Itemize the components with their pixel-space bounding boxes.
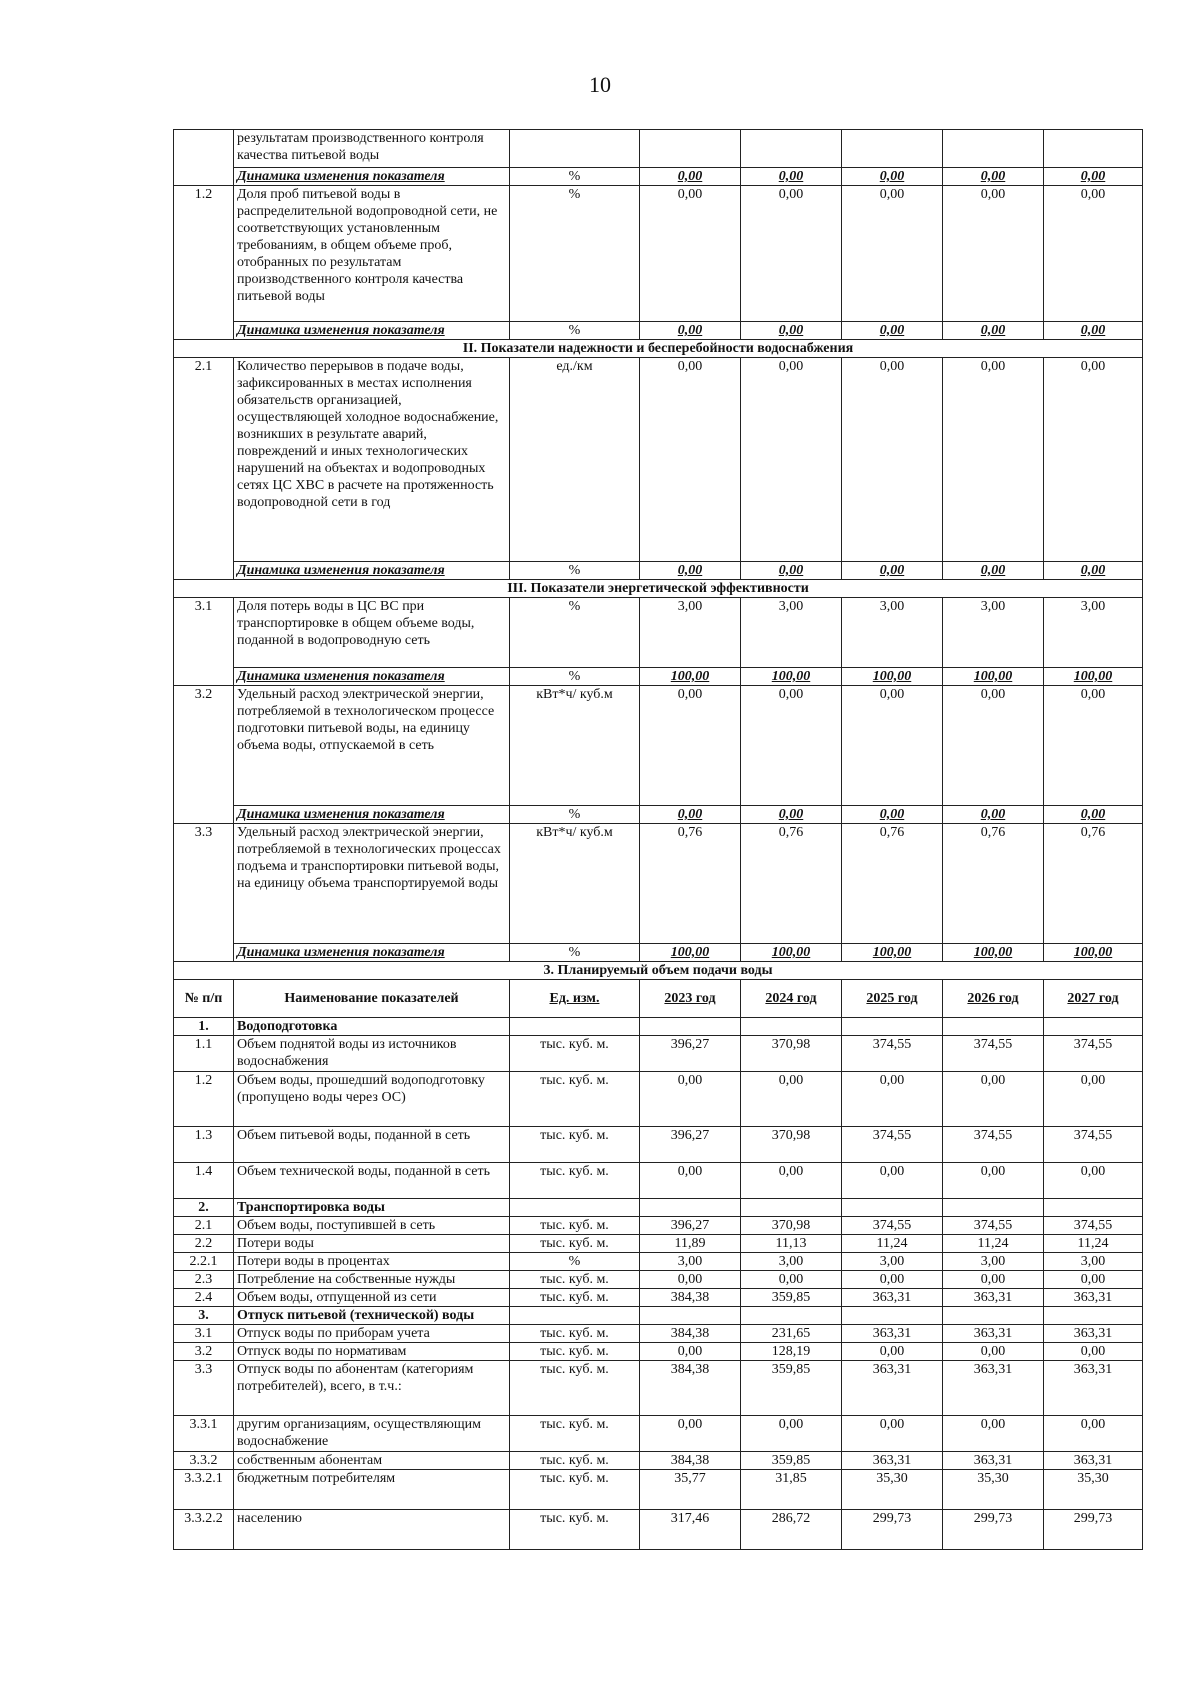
value-cell: 11,13 bbox=[741, 1235, 842, 1253]
value-cell: 363,31 bbox=[1044, 1325, 1143, 1343]
indicator-name: населению bbox=[234, 1510, 510, 1550]
header-year: 2023 год bbox=[640, 980, 741, 1018]
value-cell: 374,55 bbox=[842, 1217, 943, 1235]
value-cell: 0,00 bbox=[741, 1163, 842, 1199]
value-cell: 0,00 bbox=[640, 562, 741, 580]
dynamics-label: Динамика изменения показателя bbox=[234, 322, 510, 340]
value-cell: 100,00 bbox=[741, 944, 842, 962]
value-cell: 11,24 bbox=[943, 1235, 1044, 1253]
indicator-name: Удельный расход электрической энергии, потребляемой в технологических процессах подъема и транспортировки питьевой воды, на единицу объема транспортируемой воды bbox=[234, 824, 510, 944]
value-cell: 3,00 bbox=[842, 598, 943, 668]
row-number: 3.2 bbox=[174, 1343, 234, 1361]
unit-cell: % bbox=[510, 168, 640, 186]
value-cell: 374,55 bbox=[1044, 1036, 1143, 1072]
dynamics-row bbox=[174, 562, 1143, 580]
unit-cell: % bbox=[510, 1253, 640, 1271]
value-cell: 11,24 bbox=[842, 1235, 943, 1253]
row-number: 2. bbox=[174, 1199, 234, 1217]
dynamics-row bbox=[174, 944, 1143, 962]
section-heading-row bbox=[174, 962, 1143, 980]
value-cell: 3,00 bbox=[1044, 598, 1143, 668]
value-cell: 0,00 bbox=[842, 1416, 943, 1452]
unit-cell: кВт*ч/ куб.м bbox=[510, 686, 640, 806]
value-cell: 363,31 bbox=[943, 1289, 1044, 1307]
value-cell: 363,31 bbox=[1044, 1289, 1143, 1307]
value-cell: 0,76 bbox=[842, 824, 943, 944]
value-cell: 0,00 bbox=[842, 1343, 943, 1361]
value-cell: 363,31 bbox=[943, 1452, 1044, 1470]
row-number: 3.2 bbox=[174, 686, 234, 824]
value-cell: 0,00 bbox=[741, 1271, 842, 1289]
value-cell: 384,38 bbox=[640, 1361, 741, 1416]
value-cell: 374,55 bbox=[943, 1036, 1044, 1072]
value-cell: 35,77 bbox=[640, 1470, 741, 1510]
value-cell: 231,65 bbox=[741, 1325, 842, 1343]
row-number: 1.3 bbox=[174, 1127, 234, 1163]
value-cell: 0,00 bbox=[1044, 322, 1143, 340]
value-cell: 0,00 bbox=[842, 358, 943, 562]
table-row bbox=[174, 186, 1143, 322]
value-cell: 0,00 bbox=[1044, 806, 1143, 824]
value-cell: 0,00 bbox=[1044, 168, 1143, 186]
value-cell: 0,76 bbox=[741, 824, 842, 944]
value-cell: 11,89 bbox=[640, 1235, 741, 1253]
unit-cell: % bbox=[510, 598, 640, 668]
value-cell: 35,30 bbox=[1044, 1470, 1143, 1510]
value-cell: 100,00 bbox=[1044, 944, 1143, 962]
row-number: 3.3 bbox=[174, 1361, 234, 1416]
value-cell: 100,00 bbox=[943, 668, 1044, 686]
value-cell: 3,00 bbox=[741, 1253, 842, 1271]
value-cell: 100,00 bbox=[842, 668, 943, 686]
value-cell: 0,00 bbox=[640, 686, 741, 806]
indicator-name: Объем воды, отпущенной из сети bbox=[234, 1289, 510, 1307]
row-number: 3.3.2 bbox=[174, 1452, 234, 1470]
dynamics-row bbox=[174, 668, 1143, 686]
value-cell: 100,00 bbox=[741, 668, 842, 686]
indicator-name: Объем технической воды, поданной в сеть bbox=[234, 1163, 510, 1199]
section-heading: 3. Планируемый объем подачи воды bbox=[174, 962, 1143, 980]
value-cell: 0,00 bbox=[943, 1072, 1044, 1127]
unit-cell: тыс. куб. м. bbox=[510, 1217, 640, 1235]
value-cell: 0,00 bbox=[1044, 1271, 1143, 1289]
indicator-name: результатам производственного контроля качества питьевой воды bbox=[234, 130, 510, 168]
unit-cell: тыс. куб. м. bbox=[510, 1470, 640, 1510]
group-row bbox=[174, 1018, 1143, 1036]
unit-cell: тыс. куб. м. bbox=[510, 1289, 640, 1307]
dynamics-row bbox=[174, 322, 1143, 340]
row-number: 3. bbox=[174, 1307, 234, 1325]
value-cell: 370,98 bbox=[741, 1036, 842, 1072]
value-cell: 0,00 bbox=[943, 806, 1044, 824]
value-cell: 0,00 bbox=[640, 168, 741, 186]
value-cell: 31,85 bbox=[741, 1470, 842, 1510]
value-cell: 374,55 bbox=[943, 1127, 1044, 1163]
unit-cell: ед./км bbox=[510, 358, 640, 562]
group-name: Транспортировка воды bbox=[234, 1199, 510, 1217]
table-row bbox=[174, 358, 1143, 562]
indicator-name: Объем воды, прошедший водоподготовку (пропущено воды через ОС) bbox=[234, 1072, 510, 1127]
value-cell: 363,31 bbox=[842, 1325, 943, 1343]
value-cell: 396,27 bbox=[640, 1127, 741, 1163]
section-heading-row bbox=[174, 340, 1143, 358]
indicator-name: Удельный расход электрической энергии, потребляемой в технологическом процессе подготовки питьевой воды, на единицу объема воды, отпускаемой в сеть bbox=[234, 686, 510, 806]
table-row bbox=[174, 1510, 1143, 1550]
value-cell: 0,00 bbox=[943, 1163, 1044, 1199]
dynamics-label: Динамика изменения показателя bbox=[234, 944, 510, 962]
value-cell: 0,00 bbox=[640, 186, 741, 322]
value-cell: 100,00 bbox=[640, 944, 741, 962]
row-number: 1.2 bbox=[174, 1072, 234, 1127]
value-cell: 370,98 bbox=[741, 1127, 842, 1163]
value-cell: 128,19 bbox=[741, 1343, 842, 1361]
value-cell: 3,00 bbox=[1044, 1253, 1143, 1271]
value-cell: 0,00 bbox=[842, 1072, 943, 1127]
table-row bbox=[174, 1416, 1143, 1452]
value-cell: 0,00 bbox=[640, 1271, 741, 1289]
table-row bbox=[174, 130, 1143, 168]
value-cell: 374,55 bbox=[842, 1036, 943, 1072]
indicator-name: Доля потерь воды в ЦС ВС при транспортировке в общем объеме воды, поданной в водопроводную сеть bbox=[234, 598, 510, 668]
unit-cell: кВт*ч/ куб.м bbox=[510, 824, 640, 944]
value-cell: 3,00 bbox=[943, 598, 1044, 668]
value-cell: 3,00 bbox=[943, 1253, 1044, 1271]
row-number: 2.3 bbox=[174, 1271, 234, 1289]
value-cell: 0,00 bbox=[741, 1416, 842, 1452]
value-cell: 0,00 bbox=[943, 1271, 1044, 1289]
dynamics-row bbox=[174, 168, 1143, 186]
value-cell: 0,00 bbox=[842, 562, 943, 580]
dynamics-label: Динамика изменения показателя bbox=[234, 668, 510, 686]
indicator-name: Отпуск воды по приборам учета bbox=[234, 1325, 510, 1343]
value-cell: 0,76 bbox=[943, 824, 1044, 944]
group-row bbox=[174, 1199, 1143, 1217]
value-cell: 286,72 bbox=[741, 1510, 842, 1550]
table-row bbox=[174, 686, 1143, 806]
value-cell: 0,00 bbox=[741, 322, 842, 340]
row-number: 2.2.1 bbox=[174, 1253, 234, 1271]
group-row bbox=[174, 1307, 1143, 1325]
section-heading: II. Показатели надежности и бесперебойности водоснабжения bbox=[174, 340, 1143, 358]
value-cell: 0,00 bbox=[741, 186, 842, 322]
value-cell: 384,38 bbox=[640, 1289, 741, 1307]
value-cell: 363,31 bbox=[1044, 1452, 1143, 1470]
value-cell: 3,00 bbox=[640, 1253, 741, 1271]
unit-cell: тыс. куб. м. bbox=[510, 1452, 640, 1470]
table-row bbox=[174, 1127, 1143, 1163]
header-name: Наименование показателей bbox=[234, 980, 510, 1018]
value-cell: 0,00 bbox=[1044, 686, 1143, 806]
value-cell: 0,00 bbox=[943, 358, 1044, 562]
indicator-name: Объем воды, поступившей в сеть bbox=[234, 1217, 510, 1235]
table-row bbox=[174, 1470, 1143, 1510]
dynamics-row bbox=[174, 806, 1143, 824]
value-cell: 359,85 bbox=[741, 1361, 842, 1416]
indicator-name: бюджетным потребителям bbox=[234, 1470, 510, 1510]
value-cell: 0,00 bbox=[943, 322, 1044, 340]
value-cell: 11,24 bbox=[1044, 1235, 1143, 1253]
table-row bbox=[174, 1217, 1143, 1235]
value-cell: 35,30 bbox=[943, 1470, 1044, 1510]
dynamics-label: Динамика изменения показателя bbox=[234, 806, 510, 824]
value-cell: 374,55 bbox=[842, 1127, 943, 1163]
table-row bbox=[174, 1325, 1143, 1343]
value-cell: 0,00 bbox=[842, 186, 943, 322]
indicator-name: Потери воды bbox=[234, 1235, 510, 1253]
indicator-name: Потребление на собственные нужды bbox=[234, 1271, 510, 1289]
value-cell: 0,00 bbox=[1044, 1416, 1143, 1452]
value-cell: 35,30 bbox=[842, 1470, 943, 1510]
value-cell: 299,73 bbox=[943, 1510, 1044, 1550]
row-number: 1.1 bbox=[174, 1036, 234, 1072]
value-cell: 374,55 bbox=[1044, 1217, 1143, 1235]
indicator-name: Объем поднятой воды из источников водоснабжения bbox=[234, 1036, 510, 1072]
table-row bbox=[174, 1235, 1143, 1253]
value-cell: 0,00 bbox=[943, 562, 1044, 580]
table-row bbox=[174, 1163, 1143, 1199]
value-cell: 0,00 bbox=[1044, 562, 1143, 580]
value-cell: 0,00 bbox=[741, 358, 842, 562]
table-row bbox=[174, 598, 1143, 668]
row-number: 1. bbox=[174, 1018, 234, 1036]
header-num: № п/п bbox=[174, 980, 234, 1018]
unit-cell: тыс. куб. м. bbox=[510, 1036, 640, 1072]
row-number: 3.3 bbox=[174, 824, 234, 962]
value-cell: 384,38 bbox=[640, 1452, 741, 1470]
table-row bbox=[174, 1036, 1143, 1072]
table-row bbox=[174, 1452, 1143, 1470]
value-cell: 0,00 bbox=[842, 806, 943, 824]
unit-cell: тыс. куб. м. bbox=[510, 1235, 640, 1253]
row-number: 1.4 bbox=[174, 1163, 234, 1199]
dynamics-label: Динамика изменения показателя bbox=[234, 168, 510, 186]
table-row bbox=[174, 1072, 1143, 1127]
dynamics-label: Динамика изменения показателя bbox=[234, 562, 510, 580]
value-cell: 299,73 bbox=[1044, 1510, 1143, 1550]
unit-cell: % bbox=[510, 562, 640, 580]
value-cell: 3,00 bbox=[640, 598, 741, 668]
value-cell: 0,00 bbox=[741, 686, 842, 806]
page-number: 10 bbox=[589, 72, 611, 97]
value-cell: 100,00 bbox=[640, 668, 741, 686]
indicator-name: Потери воды в процентах bbox=[234, 1253, 510, 1271]
value-cell: 384,38 bbox=[640, 1325, 741, 1343]
indicator-name: другим организациям, осуществляющим водоснабжение bbox=[234, 1416, 510, 1452]
row-number: 3.3.1 bbox=[174, 1416, 234, 1452]
value-cell: 370,98 bbox=[741, 1217, 842, 1235]
section-heading: III. Показатели энергетической эффективности bbox=[174, 580, 1143, 598]
value-cell: 317,46 bbox=[640, 1510, 741, 1550]
value-cell: 3,00 bbox=[842, 1253, 943, 1271]
value-cell: 0,00 bbox=[943, 168, 1044, 186]
value-cell: 0,00 bbox=[640, 1343, 741, 1361]
unit-cell: % bbox=[510, 322, 640, 340]
value-cell: 0,00 bbox=[741, 1072, 842, 1127]
value-cell: 396,27 bbox=[640, 1217, 741, 1235]
table-row bbox=[174, 1271, 1143, 1289]
value-cell: 0,00 bbox=[943, 1416, 1044, 1452]
value-cell: 0,00 bbox=[842, 1163, 943, 1199]
indicator-name: собственным абонентам bbox=[234, 1452, 510, 1470]
value-cell: 0,00 bbox=[741, 806, 842, 824]
unit-cell: тыс. куб. м. bbox=[510, 1163, 640, 1199]
value-cell: 100,00 bbox=[943, 944, 1044, 962]
indicator-name: Количество перерывов в подаче воды, зафиксированных в местах исполнения обязательств организацией, осуществляющей холодное водоснабжение, возникших в результате аварий, повреждений и иных технологических нарушений на объектах и водопроводных сетях ЦС ХВС в расчете на протяженность водопроводной сети в год bbox=[234, 358, 510, 562]
unit-cell: % bbox=[510, 806, 640, 824]
value-cell: 0,00 bbox=[1044, 1163, 1143, 1199]
value-cell: 374,55 bbox=[943, 1217, 1044, 1235]
value-cell: 0,76 bbox=[1044, 824, 1143, 944]
value-cell: 0,00 bbox=[842, 1271, 943, 1289]
row-number: 2.1 bbox=[174, 358, 234, 580]
value-cell: 363,31 bbox=[943, 1325, 1044, 1343]
value-cell: 363,31 bbox=[1044, 1361, 1143, 1416]
table-row bbox=[174, 1361, 1143, 1416]
value-cell: 3,00 bbox=[741, 598, 842, 668]
header-year: 2027 год bbox=[1044, 980, 1143, 1018]
value-cell: 374,55 bbox=[1044, 1127, 1143, 1163]
unit-cell: % bbox=[510, 186, 640, 322]
value-cell: 359,85 bbox=[741, 1452, 842, 1470]
indicator-name: Отпуск воды по нормативам bbox=[234, 1343, 510, 1361]
header-year: 2024 год bbox=[741, 980, 842, 1018]
header-unit: Ед. изм. bbox=[510, 980, 640, 1018]
group-name: Водоподготовка bbox=[234, 1018, 510, 1036]
value-cell: 0,00 bbox=[842, 322, 943, 340]
value-cell: 0,00 bbox=[640, 806, 741, 824]
value-cell: 0,00 bbox=[640, 358, 741, 562]
header-year: 2025 год bbox=[842, 980, 943, 1018]
indicator-name: Объем питьевой воды, поданной в сеть bbox=[234, 1127, 510, 1163]
header-row bbox=[174, 980, 1143, 1018]
indicator-name: Доля проб питьевой воды в распределительной водопроводной сети, не соответствующих установленным требованиям, в общем объеме проб, отобранных по результатам производственного контроля качества питьевой воды bbox=[234, 186, 510, 322]
value-cell: 0,00 bbox=[640, 322, 741, 340]
value-cell: 0,00 bbox=[943, 186, 1044, 322]
row-number: 1.2 bbox=[174, 186, 234, 340]
value-cell: 396,27 bbox=[640, 1036, 741, 1072]
row-number: 3.3.2.1 bbox=[174, 1470, 234, 1510]
value-cell: 100,00 bbox=[842, 944, 943, 962]
value-cell: 0,00 bbox=[1044, 1072, 1143, 1127]
unit-cell: тыс. куб. м. bbox=[510, 1416, 640, 1452]
unit-cell: тыс. куб. м. bbox=[510, 1510, 640, 1550]
value-cell: 0,00 bbox=[943, 1343, 1044, 1361]
value-cell: 0,00 bbox=[1044, 1343, 1143, 1361]
row-number: 2.2 bbox=[174, 1235, 234, 1253]
unit-cell: тыс. куб. м. bbox=[510, 1127, 640, 1163]
value-cell: 363,31 bbox=[842, 1452, 943, 1470]
table-row bbox=[174, 1343, 1143, 1361]
value-cell: 359,85 bbox=[741, 1289, 842, 1307]
value-cell: 0,00 bbox=[640, 1416, 741, 1452]
unit-cell: тыс. куб. м. bbox=[510, 1271, 640, 1289]
unit-cell: тыс. куб. м. bbox=[510, 1072, 640, 1127]
row-number: 2.1 bbox=[174, 1217, 234, 1235]
row-number: 3.3.2.2 bbox=[174, 1510, 234, 1550]
unit-cell: тыс. куб. м. bbox=[510, 1343, 640, 1361]
group-name: Отпуск питьевой (технической) воды bbox=[234, 1307, 510, 1325]
section-heading-row bbox=[174, 580, 1143, 598]
row-number: 3.1 bbox=[174, 1325, 234, 1343]
table-row bbox=[174, 1289, 1143, 1307]
value-cell: 0,00 bbox=[640, 1163, 741, 1199]
header-year: 2026 год bbox=[943, 980, 1044, 1018]
table-row bbox=[174, 824, 1143, 944]
value-cell: 0,76 bbox=[640, 824, 741, 944]
value-cell: 0,00 bbox=[741, 562, 842, 580]
value-cell: 0,00 bbox=[1044, 186, 1143, 322]
value-cell: 299,73 bbox=[842, 1510, 943, 1550]
value-cell: 0,00 bbox=[842, 168, 943, 186]
value-cell: 100,00 bbox=[1044, 668, 1143, 686]
unit-cell: тыс. куб. м. bbox=[510, 1325, 640, 1343]
unit-cell: % bbox=[510, 668, 640, 686]
indicators-table bbox=[173, 129, 1143, 1550]
value-cell: 363,31 bbox=[842, 1361, 943, 1416]
value-cell: 363,31 bbox=[842, 1289, 943, 1307]
row-number: 2.4 bbox=[174, 1289, 234, 1307]
unit-cell: % bbox=[510, 944, 640, 962]
value-cell: 363,31 bbox=[943, 1361, 1044, 1416]
indicator-name: Отпуск воды по абонентам (категориям потребителей), всего, в т.ч.: bbox=[234, 1361, 510, 1416]
value-cell: 0,00 bbox=[1044, 358, 1143, 562]
value-cell: 0,00 bbox=[842, 686, 943, 806]
row-number: 3.1 bbox=[174, 598, 234, 686]
table-row bbox=[174, 1253, 1143, 1271]
unit-cell: тыс. куб. м. bbox=[510, 1361, 640, 1416]
value-cell: 0,00 bbox=[943, 686, 1044, 806]
value-cell: 0,00 bbox=[640, 1072, 741, 1127]
value-cell: 0,00 bbox=[741, 168, 842, 186]
